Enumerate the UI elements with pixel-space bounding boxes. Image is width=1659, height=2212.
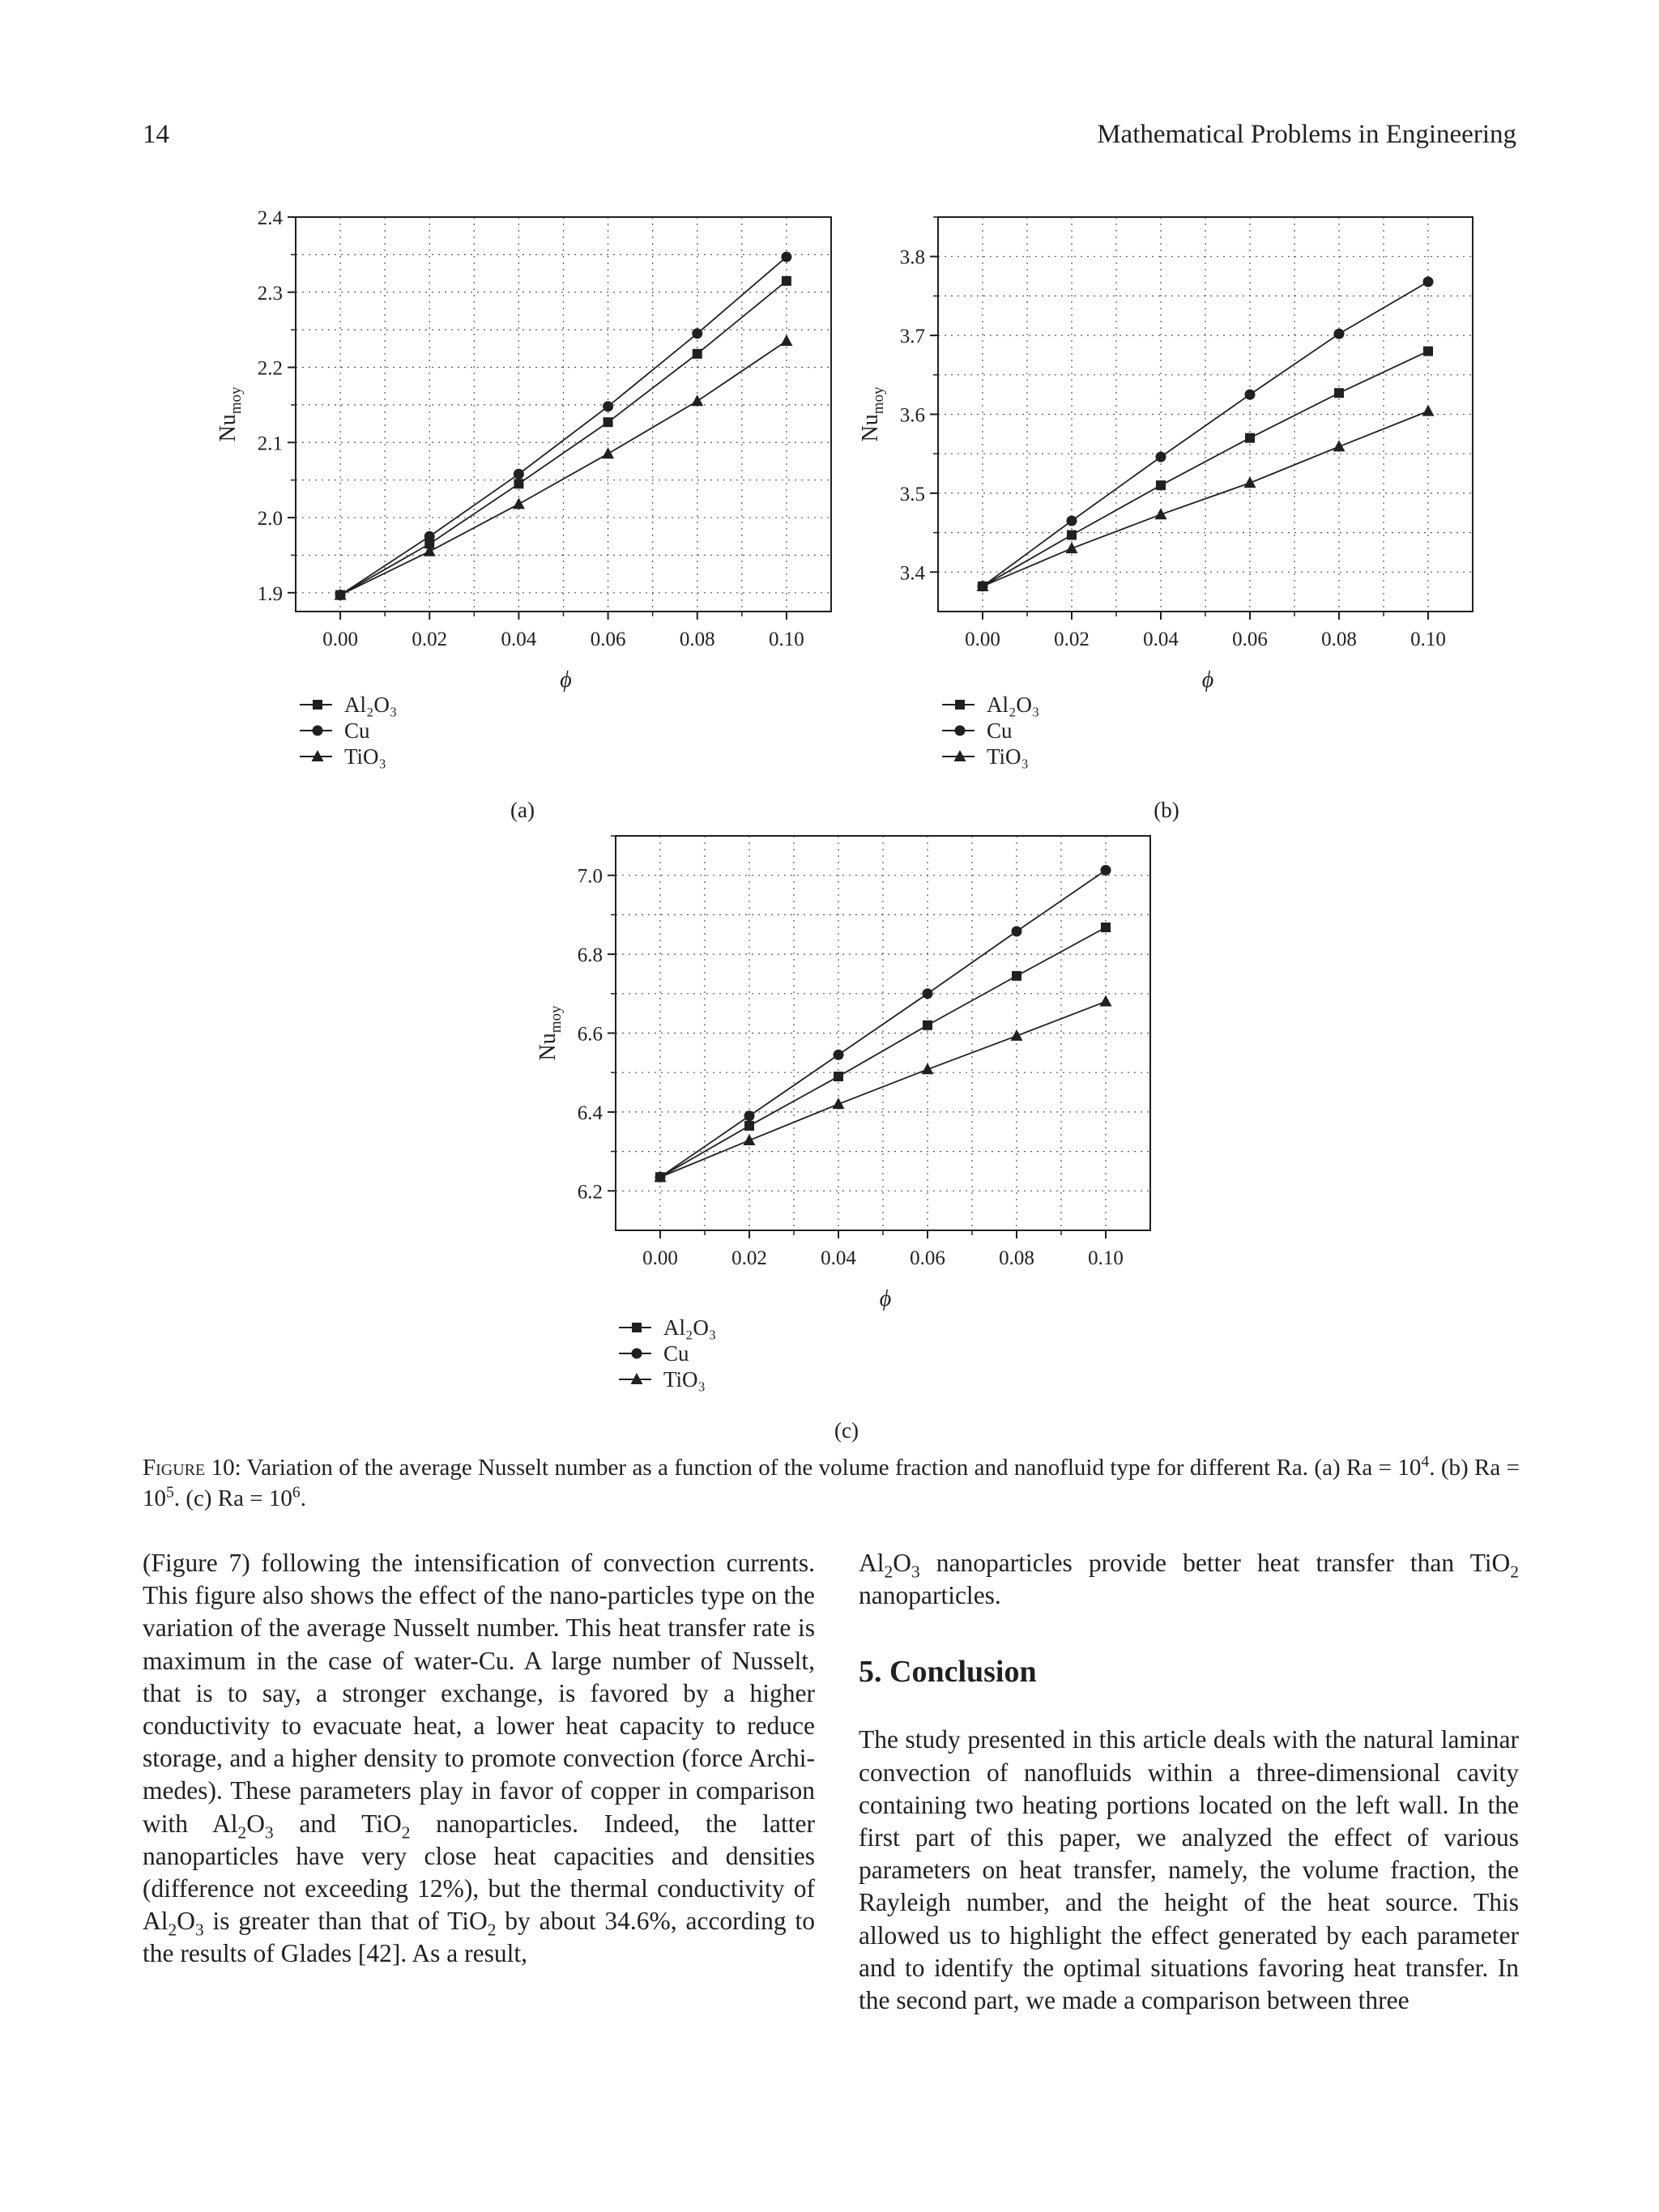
data-point-square [744, 1121, 754, 1131]
x-tick-label: 0.00 [642, 1247, 678, 1269]
x-tick-label: 0.04 [501, 629, 537, 650]
data-point-square [1334, 388, 1344, 398]
data-point-circle [744, 1110, 755, 1121]
data-point-square [834, 1072, 843, 1081]
x-tick-label: 0.00 [322, 629, 358, 650]
data-point-triangle [1011, 1029, 1023, 1041]
text-segment: is greater than that of [203, 1907, 448, 1936]
legend-label: TiO₃ [987, 744, 1029, 769]
data-point-circle [603, 401, 613, 411]
caption-text-c: . (c) Ra = 10 [173, 1485, 292, 1511]
legend-marker-circle [955, 726, 966, 736]
data-point-triangle [780, 335, 792, 346]
page-number: 14 [143, 120, 169, 149]
legend-marker-square [632, 1323, 642, 1332]
text-segment: nanoparticles provide better heat transfer than [919, 1549, 1470, 1577]
data-point-circle [424, 531, 435, 542]
x-tick-label: 0.08 [999, 1247, 1034, 1269]
data-point-square [1101, 923, 1111, 932]
data-point-triangle [744, 1134, 756, 1145]
formula-tio2: TiO$_2$ [1469, 1549, 1519, 1582]
y-tick-label: 2.2 [257, 357, 283, 380]
chart-panel-2 [858, 217, 1473, 822]
legend-label: Al₂O₃ [663, 1315, 717, 1340]
data-point-circle [692, 328, 702, 339]
text-segment: (Figure 7) following the intensification of convection currents. This figure also shows the effect of the nano-particles type on the variation of the average Nusselt number. This heat transfer rate is maximum in the case of water-Cu. A large number of Nusselt, that is to say, a stronger exchange, is favored by a higher conductivity to evacuate heat, a lower heat capacity to reduce storage, and a higher density to promote convection (force Archi-medes). These parameters play in favor of copper in comparison with [143, 1549, 815, 1838]
body-column-left [143, 1547, 815, 1971]
data-point-square [514, 479, 523, 488]
legend-label: Cu [344, 718, 370, 743]
data-point-square [1156, 480, 1166, 490]
x-axis-label: ϕ [1201, 667, 1214, 693]
legend-label: TiO₃ [663, 1367, 706, 1392]
body-column-right [859, 1547, 1519, 2017]
data-point-square [1012, 971, 1021, 981]
data-point-triangle [1100, 995, 1112, 1007]
data-point-square [693, 349, 702, 359]
y-tick-label: 1.9 [257, 582, 283, 605]
section-heading-conclusion: 5. Conclusion [859, 1655, 1037, 1690]
data-point-square [923, 1021, 932, 1030]
legend-label: Cu [987, 718, 1013, 743]
caption-label: Figure [143, 1455, 206, 1481]
caption-exp-b: 5 [166, 1483, 174, 1502]
legend-marker-circle [313, 726, 323, 736]
data-point-circle [514, 469, 524, 479]
y-tick-label: 2.1 [257, 433, 283, 455]
data-point-triangle [1422, 405, 1435, 416]
formula-al2o3: $Al_2O_3$ [143, 1907, 204, 1940]
y-axis-label: $Nu_{moy}$ [535, 1005, 565, 1061]
data-point-square [782, 276, 791, 286]
formula-tio2: TiO$_2$ [361, 1809, 411, 1842]
y-axis-label: $Nu_{moy}$ [215, 386, 245, 442]
journal-title: Mathematical Problems in Engineering [1097, 120, 1516, 149]
y-tick-label: 6.8 [577, 944, 603, 967]
legend-marker-square [955, 700, 965, 710]
x-axis-label: ϕ [560, 667, 572, 693]
legend-marker-circle [632, 1349, 642, 1359]
data-point-circle [1423, 276, 1434, 287]
data-point-triangle [1066, 542, 1078, 553]
y-tick-label: 3.4 [899, 562, 925, 585]
paragraph-right-1 [859, 1547, 1519, 1612]
y-tick-label: 3.6 [899, 404, 925, 427]
caption-exp-c: 6 [292, 1483, 301, 1502]
text-segment: by about 34.6%, according to the results of Glades [42]. As a result, [143, 1907, 815, 1968]
x-tick-label: 0.04 [821, 1247, 856, 1269]
x-tick-label: 0.08 [679, 629, 715, 650]
data-point-square [1245, 433, 1255, 443]
legend-label: Cu [663, 1341, 689, 1366]
y-tick-label: 3.8 [899, 246, 925, 269]
caption-text-b: . (b) Ra = 10 [143, 1455, 1520, 1511]
x-tick-label: 0.06 [910, 1247, 945, 1269]
y-tick-label: 6.4 [577, 1102, 603, 1124]
y-tick-label: 6.2 [577, 1181, 603, 1204]
y-tick-label: 3.7 [899, 326, 925, 348]
data-point-square [1067, 531, 1077, 540]
data-point-triangle [833, 1097, 845, 1109]
x-tick-label: 0.10 [769, 629, 804, 650]
x-tick-label: 0.08 [1321, 629, 1357, 650]
x-tick-label: 0.02 [731, 1247, 767, 1269]
series-line-circle [660, 870, 1106, 1177]
data-point-circle [781, 252, 791, 262]
data-point-circle [1334, 329, 1345, 339]
chart-panel-3 [535, 836, 1150, 1443]
y-tick-label: 2.0 [257, 508, 283, 531]
series-line-square [660, 927, 1106, 1177]
data-point-circle [923, 988, 933, 999]
legend-label: Al₂O₃ [987, 693, 1040, 717]
x-tick-label: 0.00 [965, 629, 1000, 650]
paragraph-right-2: The study presented in this article deals with the natural laminar convection of nanofluids within a three-dimensional cavity containing two heating portions located on the left wall. In the first part of this paper, we analyzed the effect of various parameters on heat transfer, namely, the volume fraction, the Rayleigh number, and the height of the heat source. This allowed us to highlight the effect generated by each parameter and to identify the optimal situations favoring heat transfer. In the second part, we made a comparison between three [859, 1725, 1519, 2015]
chart-panel-1 [215, 207, 831, 822]
x-axis-label: ϕ [879, 1286, 892, 1311]
legend-marker-square [313, 700, 322, 710]
data-point-triangle [1333, 440, 1346, 451]
formula-al2o3: $Al_2O_3$ [212, 1809, 274, 1842]
x-tick-label: 0.02 [412, 629, 448, 650]
x-tick-label: 0.10 [1410, 629, 1446, 650]
text-segment: nanoparticles. [859, 1581, 1001, 1610]
caption-text: : Variation of the average Nusselt number as a function of the volume fraction and nanofluid type for different Ra. (a) Ra = 10 [234, 1455, 1422, 1481]
data-point-square [603, 417, 613, 427]
formula-al2o3: $Al_2O_3$ [859, 1549, 920, 1582]
data-point-triangle [922, 1063, 934, 1074]
text-segment: nanoparticles. Indeed, the latter nanoparticles have very close heat capacities and densities (difference not exceeding 12%), but the thermal conductivity of [143, 1809, 815, 1903]
legend-label: TiO₃ [344, 744, 386, 769]
x-tick-label: 0.02 [1054, 629, 1090, 650]
data-point-circle [1156, 452, 1166, 462]
y-axis-label: $Nu_{moy}$ [858, 386, 887, 442]
x-tick-label: 0.06 [590, 629, 626, 650]
y-tick-label: 3.5 [899, 483, 925, 505]
data-point-circle [1245, 390, 1256, 400]
y-tick-label: 7.0 [577, 865, 603, 888]
panel-label: (b) [1154, 798, 1179, 822]
panel-label: (a) [510, 798, 535, 822]
legend-label: Al₂O₃ [344, 693, 398, 717]
data-point-circle [1067, 515, 1077, 526]
text-segment: and [273, 1809, 362, 1838]
caption-exp-a: 4 [1421, 1452, 1430, 1471]
data-point-triangle [513, 497, 525, 509]
paragraph-left [143, 1547, 815, 1971]
data-point-circle [834, 1050, 844, 1060]
x-tick-label: 0.04 [1143, 629, 1179, 650]
data-point-circle [1012, 926, 1022, 936]
y-tick-label: 2.3 [257, 282, 283, 305]
x-tick-label: 0.06 [1232, 629, 1268, 650]
y-tick-label: 2.4 [257, 207, 283, 229]
y-tick-label: 6.6 [577, 1023, 603, 1046]
data-point-circle [1101, 865, 1111, 876]
data-point-triangle [602, 447, 614, 458]
x-tick-label: 0.10 [1088, 1247, 1124, 1269]
figure-caption [143, 1452, 1520, 1514]
data-point-square [1423, 347, 1433, 356]
data-point-triangle [1244, 476, 1256, 488]
data-point-triangle [691, 394, 703, 406]
caption-end: . [300, 1485, 306, 1511]
formula-tio2: TiO$_2$ [447, 1907, 497, 1940]
panel-label: (c) [834, 1418, 859, 1443]
caption-number: 10 [211, 1455, 235, 1481]
